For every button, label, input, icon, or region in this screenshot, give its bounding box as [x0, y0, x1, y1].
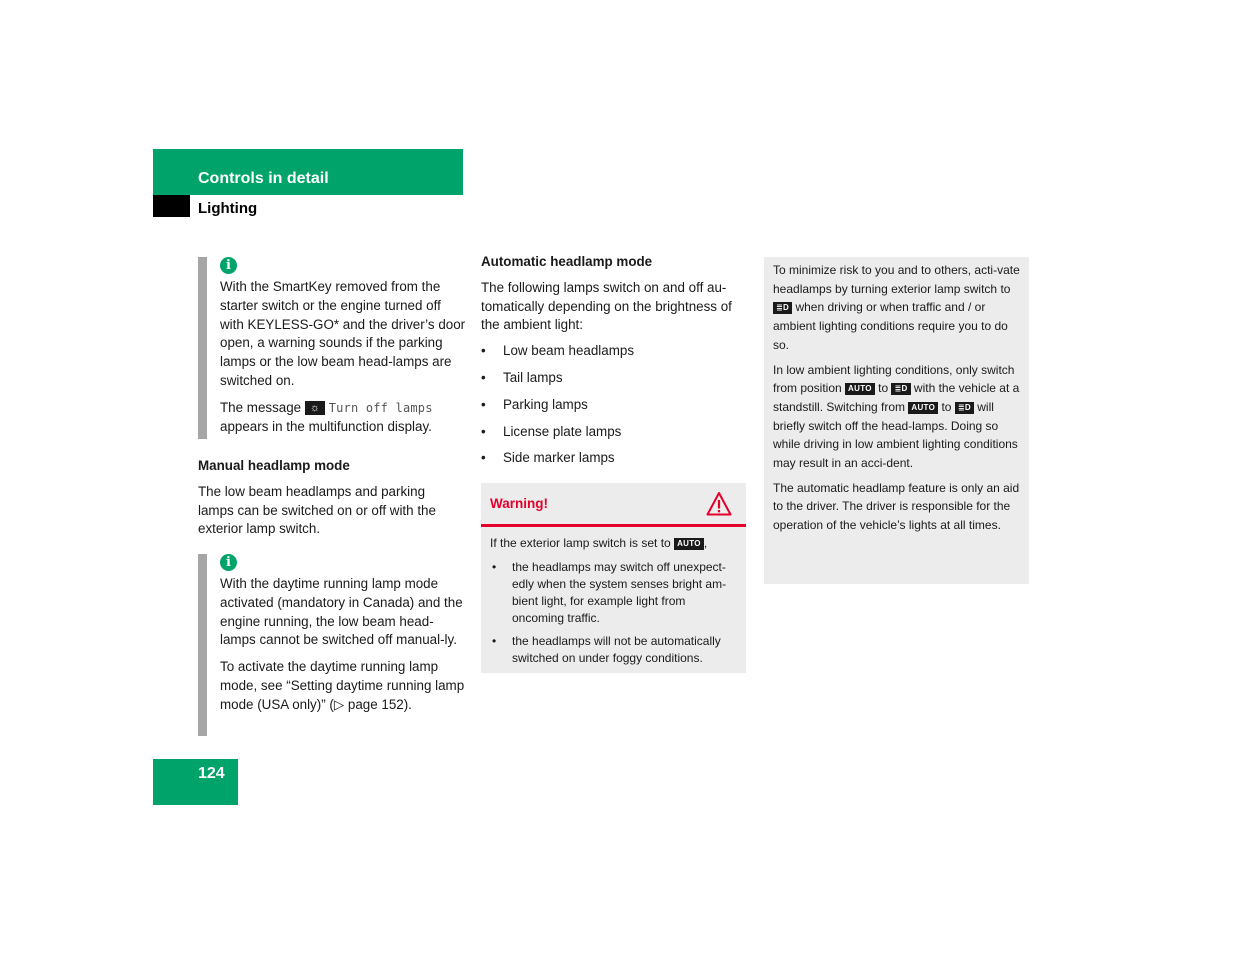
info-note-message: The message ☼ Turn off lamps appears in the multifunction display. — [220, 399, 433, 434]
list-item: • Low beam headlamps — [481, 342, 747, 361]
automatic-mode-heading: Automatic headlamp mode — [481, 254, 653, 269]
lamp-warning-icon: ☼ — [305, 401, 325, 415]
list-item: • the headlamps will not be automatically switched on under foggy conditions. — [490, 633, 737, 667]
section-title: Controls in detail — [198, 170, 329, 187]
page-number-band — [153, 759, 238, 805]
list-item: • the headlamps may switch off unexpect-edly when the system senses bright am-bient light, for example light from oncoming traffic. — [490, 559, 737, 627]
info-note-reference: To activate the daytime running lamp mode, see “Setting daytime running lamp mode (USA only)” (▷ page 152). — [220, 659, 465, 712]
safety-paragraph: To minimize risk to you and to others, acti-vate headlamps by turning exterior lamp switch to ≣D when driving or when traffic and / or ambient lighting conditions require you to do so. — [773, 263, 1020, 352]
manual-mode-section — [198, 457, 463, 539]
warning-intro: If the exterior lamp switch is set to AUTO , — [490, 536, 708, 550]
auto-icon: AUTO — [674, 538, 704, 550]
safety-paragraph: In low ambient lighting conditions, only switch from position AUTO to ≣D with the vehicle at a standstill. Switching from AUTO to ≣D will briefly switch off the head-lamps. Doing so while driving in low ambient lighting conditions may result in an acci-dent. — [773, 362, 1020, 471]
info-note-smartkey — [198, 257, 466, 439]
automatic-mode-section — [481, 253, 747, 476]
manual-mode-body: The low beam headlamps and parking lamps can be switched on or off with the exterior lamp switch. — [198, 483, 436, 537]
warning-body — [481, 527, 746, 667]
info-note-text: With the SmartKey removed from the starter switch or the engine turned off with KEYLESS-GO* and the driver’s door open, a warning sounds if the parking lamps or the low beam head-lamps are switched on. — [220, 279, 466, 388]
header-marker — [153, 195, 190, 217]
low-beam-icon: ≣D — [891, 383, 910, 395]
list-item: • License plate lamps — [481, 423, 747, 442]
manual-mode-heading: Manual headlamp mode — [198, 458, 350, 473]
warning-box — [481, 483, 746, 673]
lamp-list — [481, 342, 747, 468]
info-icon: i — [220, 554, 237, 571]
auto-icon: AUTO — [845, 383, 875, 395]
display-message: Turn off lamps — [328, 400, 433, 415]
info-icon: i — [220, 257, 237, 274]
list-item: • Side marker lamps — [481, 449, 747, 468]
list-item: • Parking lamps — [481, 396, 747, 415]
low-beam-icon: ≣D — [773, 302, 792, 314]
low-beam-icon: ≣D — [955, 402, 974, 414]
warning-title: Warning! — [490, 496, 548, 511]
automatic-mode-body: The following lamps switch on and off au-tomatically depending on the brightness of the ambient light: — [481, 279, 732, 333]
warning-list — [490, 559, 737, 667]
list-item: • Tail lamps — [481, 369, 747, 388]
auto-icon: AUTO — [908, 402, 938, 414]
safety-panel — [764, 257, 1029, 584]
info-note-text: With the daytime running lamp mode activated (mandatory in Canada) and the engine running, the low beam head-lamps cannot be switched off manual-ly. — [220, 576, 463, 648]
warning-header — [481, 483, 746, 527]
page-number: 124 — [198, 765, 225, 782]
warning-triangle-icon — [706, 491, 732, 517]
subsection-title: Lighting — [198, 200, 258, 217]
info-note-daytime-running — [198, 554, 466, 736]
safety-paragraph: The automatic headlamp feature is only an aid to the driver. The driver is responsible for the operation of the vehicle’s lights at all times. — [773, 480, 1020, 533]
